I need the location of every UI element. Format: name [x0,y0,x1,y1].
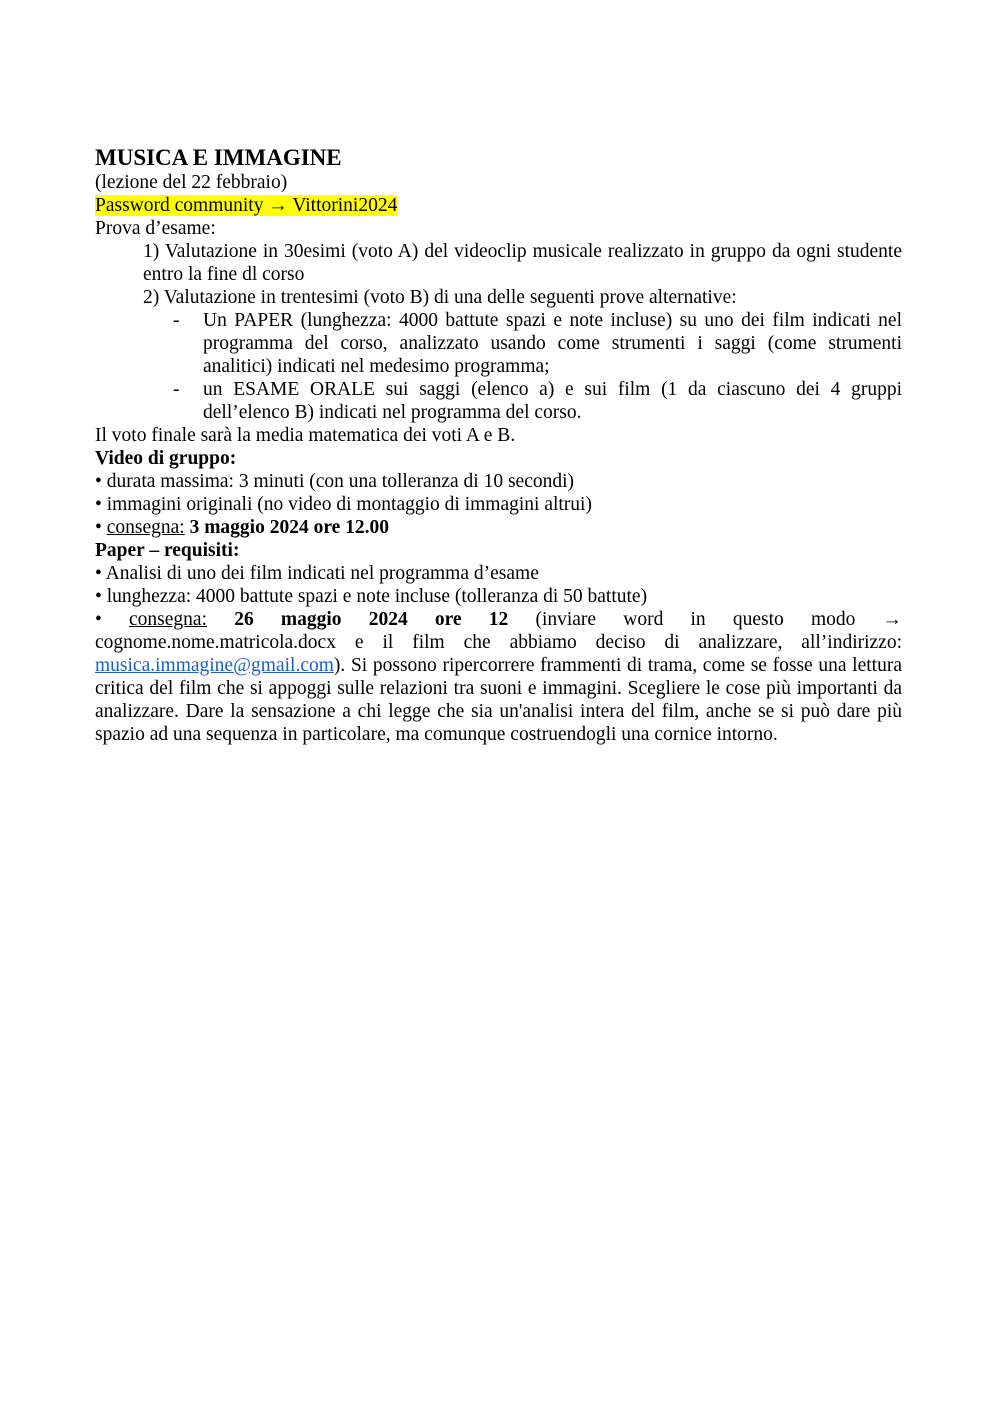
paper-heading: Paper – requisiti: [95,540,240,561]
paper-delivery-instructions: (inviare word in questo modo → [535,609,903,630]
paper-bullet-length: • lunghezza: 4000 battute spazi e note incluse (tolleranza di 50 battute) [95,586,648,607]
paper-delivery-line [95,608,902,631]
paper-delivery-filename-line: cognome.nome.matricola.docx e il film che abbiamo deciso di analizzare, all’indirizzo: [95,632,902,653]
video-section [95,447,902,539]
exam-item-1: 1) Valutazione in 30esimi (voto A) del videoclip musicale realizzato in gruppo da ogni studente entro la fine dl corso [143,241,902,285]
delivery-date: 3 maggio 2024 ore 12.00 [189,517,390,538]
alternative-oral-text: un ESAME ORALE sui saggi (elenco a) e sui film (1 da ciascuno dei 4 gruppi dell’elenco B) indicati nel programma del corso. [203,379,902,423]
paper-delivery-date: 26 maggio 2024 ore 12 [234,609,509,630]
video-heading: Video di gruppo: [95,448,237,469]
password-line [95,194,902,217]
lesson-date: (lezione del 22 febbraio) [95,172,288,193]
bullet-marker: • [95,517,102,538]
document-title: MUSICA E IMMAGINE [95,145,342,170]
alternative-paper-text: Un PAPER (lunghezza: 4000 battute spazi e note incluse) su uno dei film indicati nel programma del corso, analizzato usando come strumenti i saggi (come strumenti analitici) indicati nel medesimo programma; [203,310,902,377]
dash-marker: - [173,310,180,331]
paper-bullet-analysis: • Analisi di uno dei film indicati nel programma d’esame [95,563,539,584]
password-highlight: Password community → Vittorini2024 [95,195,398,216]
final-grade-note: Il voto finale sarà la media matematica dei voti A e B. [95,425,516,446]
video-bullet-images: • immagini originali (no video di montaggio di immagini altrui) [95,494,592,515]
paper-delivery-label: consegna: [129,609,207,630]
video-bullet-duration: • durata massima: 3 minuti (con una tolleranza di 10 secondi) [95,471,575,492]
exam-alternative-oral [173,378,902,424]
exam-heading: Prova d’esame: [95,218,216,239]
paper-delivery-body [95,654,902,746]
exam-item-2: 2) Valutazione in trentesimi (voto B) di una delle seguenti prove alternative: [143,287,737,308]
dash-marker: - [173,379,180,400]
email-link[interactable]: musica.immagine@gmail.com [95,655,334,676]
exam-alternative-paper [173,309,902,378]
delivery-label: consegna: [106,517,185,538]
document-page [95,145,902,746]
paper-guidance-text: ). Si possono ripercorrere frammenti di trama, come se fosse una lettura critica del film che si appoggi sulle relazioni tra suoni e immagini. Scegliere le cose più importanti da analizzare. Dare la sensazione a chi legge che sia un'analisi intera del film, anche se si può dare più spazio ad una sequenza in particolare, ma comunque costruendogli una cornice intorno. [95,655,902,745]
paper-section [95,539,902,746]
video-bullet-delivery [95,516,902,539]
bullet-marker: • [95,609,102,630]
